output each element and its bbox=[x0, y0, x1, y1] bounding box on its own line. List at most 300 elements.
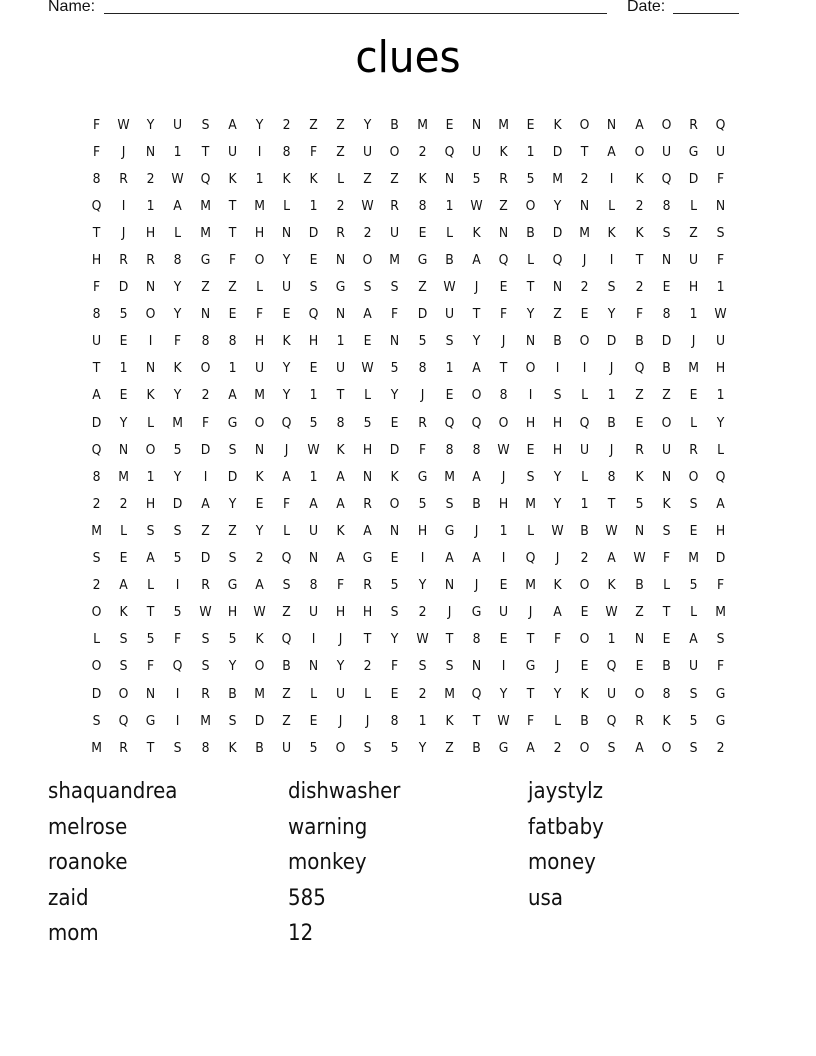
grid-cell[interactable]: S bbox=[92, 550, 101, 567]
grid-cell[interactable]: I bbox=[501, 550, 506, 567]
grid-cell[interactable]: H bbox=[146, 224, 156, 241]
grid-cell[interactable]: R bbox=[390, 197, 400, 214]
grid-cell[interactable]: H bbox=[715, 522, 726, 539]
grid-cell[interactable]: N bbox=[146, 685, 156, 702]
grid-cell[interactable]: S bbox=[309, 279, 318, 296]
grid-cell[interactable]: N bbox=[525, 333, 536, 350]
grid-cell[interactable]: F bbox=[282, 495, 291, 512]
grid-cell[interactable]: K bbox=[119, 604, 128, 621]
grid-cell[interactable]: Q bbox=[661, 170, 672, 187]
grid-cell[interactable]: Y bbox=[336, 658, 345, 675]
grid-cell[interactable]: A bbox=[336, 550, 345, 567]
grid-cell[interactable]: E bbox=[635, 658, 643, 675]
grid-cell[interactable]: E bbox=[662, 279, 671, 296]
grid-cell[interactable]: S bbox=[662, 224, 671, 241]
grid-cell[interactable]: T bbox=[472, 306, 481, 323]
grid-cell[interactable]: S bbox=[92, 712, 101, 729]
grid-cell[interactable]: M bbox=[253, 387, 265, 404]
grid-cell[interactable]: G bbox=[362, 550, 373, 567]
grid-cell[interactable]: W bbox=[361, 360, 374, 377]
grid-cell[interactable]: 5 bbox=[526, 170, 535, 187]
grid-cell[interactable]: 8 bbox=[92, 468, 101, 485]
grid-cell[interactable]: H bbox=[553, 414, 563, 431]
grid-cell[interactable]: N bbox=[390, 522, 400, 539]
grid-cell[interactable]: A bbox=[146, 550, 156, 567]
grid-cell[interactable]: Q bbox=[281, 550, 292, 567]
grid-cell[interactable]: T bbox=[635, 252, 643, 269]
grid-cell[interactable]: Z bbox=[309, 116, 318, 133]
grid-cell[interactable]: H bbox=[417, 522, 427, 539]
grid-cell[interactable]: J bbox=[610, 441, 614, 458]
grid-cell[interactable]: A bbox=[282, 468, 291, 485]
grid-cell[interactable]: L bbox=[282, 522, 290, 539]
grid-cell[interactable]: B bbox=[580, 522, 590, 539]
grid-cell[interactable]: U bbox=[715, 333, 725, 350]
grid-cell[interactable]: T bbox=[662, 604, 670, 621]
grid-cell[interactable]: A bbox=[173, 197, 183, 214]
grid-cell[interactable]: W bbox=[605, 604, 619, 621]
grid-cell[interactable]: K bbox=[228, 170, 237, 187]
grid-cell[interactable]: A bbox=[526, 739, 535, 756]
grid-cell[interactable]: R bbox=[688, 441, 698, 458]
grid-cell[interactable]: S bbox=[716, 631, 725, 648]
grid-cell[interactable]: 1 bbox=[309, 197, 318, 214]
grid-cell[interactable]: S bbox=[173, 522, 182, 539]
grid-cell[interactable]: 5 bbox=[173, 604, 182, 621]
grid-cell[interactable]: D bbox=[200, 441, 210, 458]
grid-cell[interactable]: F bbox=[174, 631, 182, 648]
grid-cell[interactable]: 1 bbox=[309, 387, 318, 404]
grid-cell[interactable]: M bbox=[687, 550, 699, 567]
grid-cell[interactable]: J bbox=[121, 224, 126, 241]
grid-cell[interactable]: 5 bbox=[472, 170, 481, 187]
grid-cell[interactable]: S bbox=[390, 279, 399, 296]
grid-cell[interactable]: 5 bbox=[119, 306, 128, 323]
grid-cell[interactable]: 8 bbox=[336, 414, 345, 431]
grid-cell[interactable]: 8 bbox=[92, 170, 101, 187]
grid-cell[interactable]: F bbox=[554, 631, 562, 648]
grid-cell[interactable]: H bbox=[363, 604, 373, 621]
grid-cell[interactable]: Q bbox=[471, 414, 482, 431]
grid-cell[interactable]: G bbox=[471, 604, 482, 621]
grid-cell[interactable]: M bbox=[525, 495, 536, 512]
grid-cell[interactable]: U bbox=[688, 252, 698, 269]
grid-cell[interactable]: Q bbox=[634, 360, 644, 377]
grid-cell[interactable]: 2 bbox=[580, 550, 589, 567]
grid-cell[interactable]: D bbox=[390, 441, 400, 458]
grid-cell[interactable]: R bbox=[499, 170, 508, 187]
grid-cell[interactable]: O bbox=[498, 414, 509, 431]
grid-cell[interactable]: Z bbox=[336, 116, 345, 133]
grid-cell[interactable]: W bbox=[470, 197, 483, 214]
grid-cell[interactable]: S bbox=[445, 495, 454, 512]
grid-cell[interactable]: T bbox=[92, 224, 101, 241]
grid-cell[interactable]: U bbox=[661, 143, 671, 160]
grid-cell[interactable]: W bbox=[198, 604, 212, 621]
grid-cell[interactable]: S bbox=[282, 577, 291, 594]
grid-cell[interactable]: K bbox=[553, 116, 562, 133]
grid-cell[interactable]: B bbox=[282, 658, 291, 675]
grid-cell[interactable]: S bbox=[228, 441, 237, 458]
grid-cell[interactable]: H bbox=[308, 333, 319, 350]
grid-cell[interactable]: U bbox=[363, 143, 373, 160]
grid-cell[interactable]: O bbox=[661, 116, 672, 133]
grid-cell[interactable]: O bbox=[390, 495, 400, 512]
grid-cell[interactable]: G bbox=[417, 468, 427, 485]
grid-cell[interactable]: W bbox=[605, 522, 619, 539]
grid-cell[interactable]: N bbox=[661, 468, 671, 485]
grid-cell[interactable]: I bbox=[555, 360, 560, 377]
grid-cell[interactable]: N bbox=[119, 441, 129, 458]
grid-cell[interactable]: T bbox=[445, 631, 453, 648]
grid-cell[interactable]: J bbox=[474, 522, 479, 539]
grid-cell[interactable]: A bbox=[119, 577, 128, 594]
grid-cell[interactable]: M bbox=[253, 197, 265, 214]
grid-cell[interactable]: D bbox=[417, 306, 427, 323]
grid-cell[interactable]: Z bbox=[634, 604, 644, 621]
grid-cell[interactable]: K bbox=[607, 224, 617, 241]
grid-cell[interactable]: 5 bbox=[146, 631, 155, 648]
grid-cell[interactable]: G bbox=[444, 522, 455, 539]
grid-cell[interactable]: Y bbox=[255, 116, 264, 133]
grid-cell[interactable]: L bbox=[716, 441, 724, 458]
grid-cell[interactable]: K bbox=[336, 441, 345, 458]
grid-cell[interactable]: O bbox=[91, 658, 102, 675]
grid-cell[interactable]: 5 bbox=[689, 577, 698, 594]
grid-cell[interactable]: W bbox=[361, 197, 374, 214]
grid-cell[interactable]: Q bbox=[200, 170, 210, 187]
grid-cell[interactable]: O bbox=[525, 197, 536, 214]
grid-cell[interactable]: M bbox=[552, 170, 564, 187]
grid-cell[interactable]: K bbox=[173, 360, 183, 377]
grid-cell[interactable]: U bbox=[309, 522, 319, 539]
grid-cell[interactable]: U bbox=[336, 360, 346, 377]
grid-cell[interactable]: 5 bbox=[228, 631, 237, 648]
grid-cell[interactable]: R bbox=[634, 712, 644, 729]
grid-cell[interactable]: O bbox=[661, 739, 672, 756]
grid-cell[interactable]: N bbox=[471, 658, 481, 675]
grid-cell[interactable]: F bbox=[92, 116, 101, 133]
grid-cell[interactable]: E bbox=[363, 333, 372, 350]
grid-cell[interactable]: L bbox=[527, 522, 535, 539]
grid-cell[interactable]: 2 bbox=[418, 604, 427, 621]
grid-cell[interactable]: Y bbox=[282, 387, 291, 404]
grid-cell[interactable]: G bbox=[200, 252, 210, 269]
grid-cell[interactable]: G bbox=[525, 658, 536, 675]
grid-cell[interactable]: 5 bbox=[309, 739, 318, 756]
grid-cell[interactable]: S bbox=[228, 712, 237, 729]
grid-cell[interactable]: A bbox=[444, 550, 454, 567]
grid-cell[interactable]: N bbox=[254, 441, 264, 458]
grid-cell[interactable]: 1 bbox=[607, 387, 616, 404]
grid-cell[interactable]: A bbox=[336, 495, 345, 512]
grid-cell[interactable]: K bbox=[282, 170, 291, 187]
grid-cell[interactable]: O bbox=[362, 252, 373, 269]
grid-cell[interactable]: F bbox=[255, 306, 263, 323]
grid-cell[interactable]: U bbox=[309, 604, 319, 621]
grid-cell[interactable]: W bbox=[171, 170, 185, 187]
grid-cell[interactable]: L bbox=[581, 468, 589, 485]
grid-cell[interactable]: J bbox=[501, 468, 506, 485]
grid-cell[interactable]: Z bbox=[200, 279, 210, 296]
grid-cell[interactable]: 8 bbox=[662, 197, 671, 214]
grid-cell[interactable]: 2 bbox=[418, 143, 427, 160]
grid-cell[interactable]: J bbox=[555, 658, 560, 675]
grid-cell[interactable]: K bbox=[417, 170, 427, 187]
grid-cell[interactable]: D bbox=[200, 550, 210, 567]
grid-cell[interactable]: E bbox=[445, 387, 454, 404]
grid-cell[interactable]: E bbox=[119, 333, 128, 350]
grid-cell[interactable]: B bbox=[255, 739, 264, 756]
grid-cell[interactable]: L bbox=[364, 685, 372, 702]
grid-cell[interactable]: 2 bbox=[336, 197, 345, 214]
grid-cell[interactable]: N bbox=[444, 170, 454, 187]
grid-cell[interactable]: S bbox=[173, 739, 182, 756]
grid-cell[interactable]: I bbox=[311, 631, 316, 648]
grid-cell[interactable]: Z bbox=[227, 279, 237, 296]
grid-cell[interactable]: J bbox=[338, 712, 343, 729]
grid-cell[interactable]: T bbox=[228, 224, 236, 241]
grid-cell[interactable]: H bbox=[91, 252, 102, 269]
grid-cell[interactable]: K bbox=[309, 170, 318, 187]
grid-cell[interactable]: Z bbox=[282, 604, 291, 621]
grid-cell[interactable]: I bbox=[176, 712, 180, 729]
grid-cell[interactable]: K bbox=[662, 712, 671, 729]
grid-cell[interactable]: N bbox=[444, 577, 454, 594]
grid-cell[interactable]: A bbox=[336, 468, 345, 485]
grid-cell[interactable]: I bbox=[148, 333, 153, 350]
grid-cell[interactable]: F bbox=[391, 306, 399, 323]
grid-cell[interactable]: S bbox=[689, 739, 698, 756]
grid-cell[interactable]: Y bbox=[174, 468, 182, 485]
grid-cell[interactable]: M bbox=[91, 522, 102, 539]
grid-cell[interactable]: W bbox=[497, 441, 510, 458]
grid-cell[interactable]: Y bbox=[174, 306, 182, 323]
grid-cell[interactable]: 5 bbox=[418, 333, 427, 350]
grid-cell[interactable]: Q bbox=[91, 441, 102, 458]
grid-cell[interactable]: W bbox=[307, 441, 320, 458]
grid-cell[interactable]: Y bbox=[391, 631, 399, 648]
grid-cell[interactable]: N bbox=[471, 116, 481, 133]
grid-cell[interactable]: D bbox=[552, 143, 563, 160]
grid-cell[interactable]: N bbox=[146, 143, 156, 160]
grid-cell[interactable]: 8 bbox=[228, 333, 237, 350]
grid-cell[interactable]: S bbox=[553, 387, 562, 404]
grid-cell[interactable]: Z bbox=[634, 387, 644, 404]
grid-cell[interactable]: G bbox=[417, 252, 427, 269]
grid-cell[interactable]: Y bbox=[228, 495, 236, 512]
grid-cell[interactable]: L bbox=[689, 604, 697, 621]
grid-cell[interactable]: E bbox=[689, 522, 698, 539]
grid-cell[interactable]: U bbox=[227, 143, 237, 160]
grid-cell[interactable]: H bbox=[688, 279, 698, 296]
grid-cell[interactable]: 1 bbox=[526, 143, 535, 160]
grid-cell[interactable]: L bbox=[608, 197, 616, 214]
grid-cell[interactable]: 2 bbox=[418, 685, 427, 702]
grid-cell[interactable]: Y bbox=[147, 116, 155, 133]
grid-cell[interactable]: J bbox=[555, 550, 560, 567]
grid-cell[interactable]: R bbox=[119, 739, 128, 756]
grid-cell[interactable]: E bbox=[499, 631, 508, 648]
grid-cell[interactable]: Q bbox=[579, 414, 590, 431]
grid-cell[interactable]: A bbox=[227, 387, 237, 404]
grid-cell[interactable]: A bbox=[472, 550, 481, 567]
grid-cell[interactable]: 1 bbox=[418, 712, 427, 729]
grid-cell[interactable]: L bbox=[337, 170, 345, 187]
grid-cell[interactable]: G bbox=[335, 279, 346, 296]
grid-cell[interactable]: A bbox=[634, 116, 644, 133]
grid-cell[interactable]: G bbox=[498, 739, 509, 756]
grid-cell[interactable]: N bbox=[661, 252, 671, 269]
grid-cell[interactable]: N bbox=[146, 279, 156, 296]
grid-cell[interactable]: F bbox=[147, 658, 155, 675]
grid-cell[interactable]: 8 bbox=[499, 387, 508, 404]
grid-cell[interactable]: A bbox=[472, 360, 481, 377]
grid-cell[interactable]: 8 bbox=[173, 252, 182, 269]
grid-cell[interactable]: E bbox=[119, 387, 128, 404]
grid-cell[interactable]: F bbox=[716, 170, 725, 187]
grid-cell[interactable]: O bbox=[634, 685, 644, 702]
grid-cell[interactable]: H bbox=[363, 441, 373, 458]
grid-cell[interactable]: E bbox=[499, 279, 508, 296]
grid-cell[interactable]: 2 bbox=[363, 658, 372, 675]
grid-cell[interactable]: O bbox=[634, 143, 644, 160]
grid-cell[interactable]: J bbox=[338, 631, 343, 648]
grid-cell[interactable]: M bbox=[253, 685, 265, 702]
grid-cell[interactable]: 2 bbox=[363, 224, 372, 241]
grid-cell[interactable]: F bbox=[716, 658, 725, 675]
grid-cell[interactable]: I bbox=[610, 252, 614, 269]
grid-cell[interactable]: F bbox=[662, 550, 670, 567]
grid-cell[interactable]: N bbox=[363, 468, 373, 485]
grid-cell[interactable]: 2 bbox=[553, 739, 562, 756]
grid-cell[interactable]: D bbox=[308, 224, 319, 241]
grid-cell[interactable]: F bbox=[418, 441, 426, 458]
grid-cell[interactable]: J bbox=[528, 604, 533, 621]
grid-cell[interactable]: R bbox=[146, 252, 156, 269]
grid-cell[interactable]: W bbox=[253, 604, 266, 621]
grid-cell[interactable]: J bbox=[474, 279, 479, 296]
grid-cell[interactable]: F bbox=[174, 333, 182, 350]
grid-cell[interactable]: Q bbox=[498, 252, 509, 269]
grid-cell[interactable]: B bbox=[472, 739, 481, 756]
grid-cell[interactable]: E bbox=[391, 550, 399, 567]
grid-cell[interactable]: S bbox=[607, 279, 616, 296]
grid-cell[interactable]: H bbox=[227, 604, 237, 621]
grid-cell[interactable]: A bbox=[472, 252, 481, 269]
grid-cell[interactable]: Z bbox=[282, 712, 291, 729]
grid-cell[interactable]: Q bbox=[118, 712, 129, 729]
grid-cell[interactable]: I bbox=[121, 197, 126, 214]
grid-cell[interactable]: B bbox=[526, 224, 535, 241]
grid-cell[interactable]: M bbox=[91, 739, 102, 756]
grid-cell[interactable]: Q bbox=[715, 468, 726, 485]
grid-cell[interactable]: K bbox=[445, 712, 454, 729]
grid-cell[interactable]: 8 bbox=[201, 333, 210, 350]
grid-cell[interactable]: 2 bbox=[716, 739, 725, 756]
grid-cell[interactable]: W bbox=[497, 712, 510, 729]
grid-cell[interactable]: O bbox=[254, 252, 265, 269]
grid-cell[interactable]: O bbox=[471, 387, 482, 404]
grid-cell[interactable]: I bbox=[203, 468, 207, 485]
grid-cell[interactable]: M bbox=[389, 252, 401, 269]
grid-cell[interactable]: U bbox=[92, 333, 102, 350]
grid-cell[interactable]: Z bbox=[553, 306, 562, 323]
grid-cell[interactable]: D bbox=[715, 550, 726, 567]
grid-cell[interactable]: K bbox=[282, 333, 291, 350]
grid-cell[interactable]: E bbox=[635, 414, 643, 431]
grid-cell[interactable]: E bbox=[580, 604, 589, 621]
grid-cell[interactable]: E bbox=[445, 116, 454, 133]
grid-cell[interactable]: N bbox=[580, 197, 590, 214]
grid-cell[interactable]: 2 bbox=[92, 495, 101, 512]
grid-cell[interactable]: Z bbox=[499, 197, 508, 214]
grid-cell[interactable]: H bbox=[254, 333, 264, 350]
grid-cell[interactable]: 2 bbox=[201, 387, 210, 404]
grid-cell[interactable]: G bbox=[688, 143, 699, 160]
grid-cell[interactable]: N bbox=[281, 224, 292, 241]
grid-cell[interactable]: B bbox=[607, 414, 617, 431]
grid-cell[interactable]: B bbox=[634, 333, 644, 350]
grid-cell[interactable]: J bbox=[447, 604, 452, 621]
grid-cell[interactable]: D bbox=[607, 333, 617, 350]
grid-cell[interactable]: Z bbox=[227, 522, 237, 539]
grid-cell[interactable]: J bbox=[610, 360, 614, 377]
grid-cell[interactable]: K bbox=[255, 631, 264, 648]
grid-cell[interactable]: Y bbox=[526, 306, 535, 323]
grid-cell[interactable]: W bbox=[632, 550, 646, 567]
grid-cell[interactable]: 1 bbox=[445, 360, 454, 377]
grid-cell[interactable]: 2 bbox=[255, 550, 264, 567]
grid-cell[interactable]: 2 bbox=[146, 170, 155, 187]
grid-cell[interactable]: L bbox=[364, 387, 372, 404]
grid-cell[interactable]: Y bbox=[608, 306, 616, 323]
grid-cell[interactable]: M bbox=[687, 360, 699, 377]
grid-cell[interactable]: B bbox=[661, 658, 671, 675]
grid-cell[interactable]: 8 bbox=[418, 360, 427, 377]
grid-cell[interactable]: H bbox=[715, 360, 726, 377]
grid-cell[interactable]: E bbox=[662, 631, 671, 648]
grid-cell[interactable]: D bbox=[227, 468, 237, 485]
grid-cell[interactable]: Z bbox=[200, 522, 210, 539]
grid-cell[interactable]: M bbox=[525, 577, 536, 594]
grid-cell[interactable]: K bbox=[336, 522, 345, 539]
grid-cell[interactable]: I bbox=[610, 170, 614, 187]
grid-cell[interactable]: J bbox=[365, 712, 370, 729]
grid-cell[interactable]: B bbox=[634, 577, 644, 594]
grid-cell[interactable]: 8 bbox=[662, 306, 671, 323]
grid-cell[interactable]: Y bbox=[174, 279, 182, 296]
grid-cell[interactable]: A bbox=[634, 739, 644, 756]
grid-cell[interactable]: F bbox=[337, 577, 345, 594]
grid-cell[interactable]: N bbox=[308, 658, 319, 675]
grid-cell[interactable]: O bbox=[118, 685, 129, 702]
grid-cell[interactable]: S bbox=[418, 658, 427, 675]
grid-cell[interactable]: T bbox=[499, 360, 508, 377]
grid-cell[interactable]: T bbox=[472, 712, 481, 729]
grid-cell[interactable]: H bbox=[553, 441, 563, 458]
grid-cell[interactable]: Z bbox=[390, 170, 400, 187]
grid-cell[interactable]: J bbox=[691, 333, 696, 350]
grid-cell[interactable]: F bbox=[201, 414, 209, 431]
grid-cell[interactable]: R bbox=[119, 170, 128, 187]
grid-cell[interactable]: S bbox=[716, 224, 725, 241]
grid-cell[interactable]: Y bbox=[174, 387, 182, 404]
grid-cell[interactable]: B bbox=[661, 360, 671, 377]
grid-cell[interactable]: R bbox=[119, 252, 128, 269]
grid-cell[interactable]: O bbox=[661, 414, 672, 431]
grid-cell[interactable]: T bbox=[608, 495, 616, 512]
